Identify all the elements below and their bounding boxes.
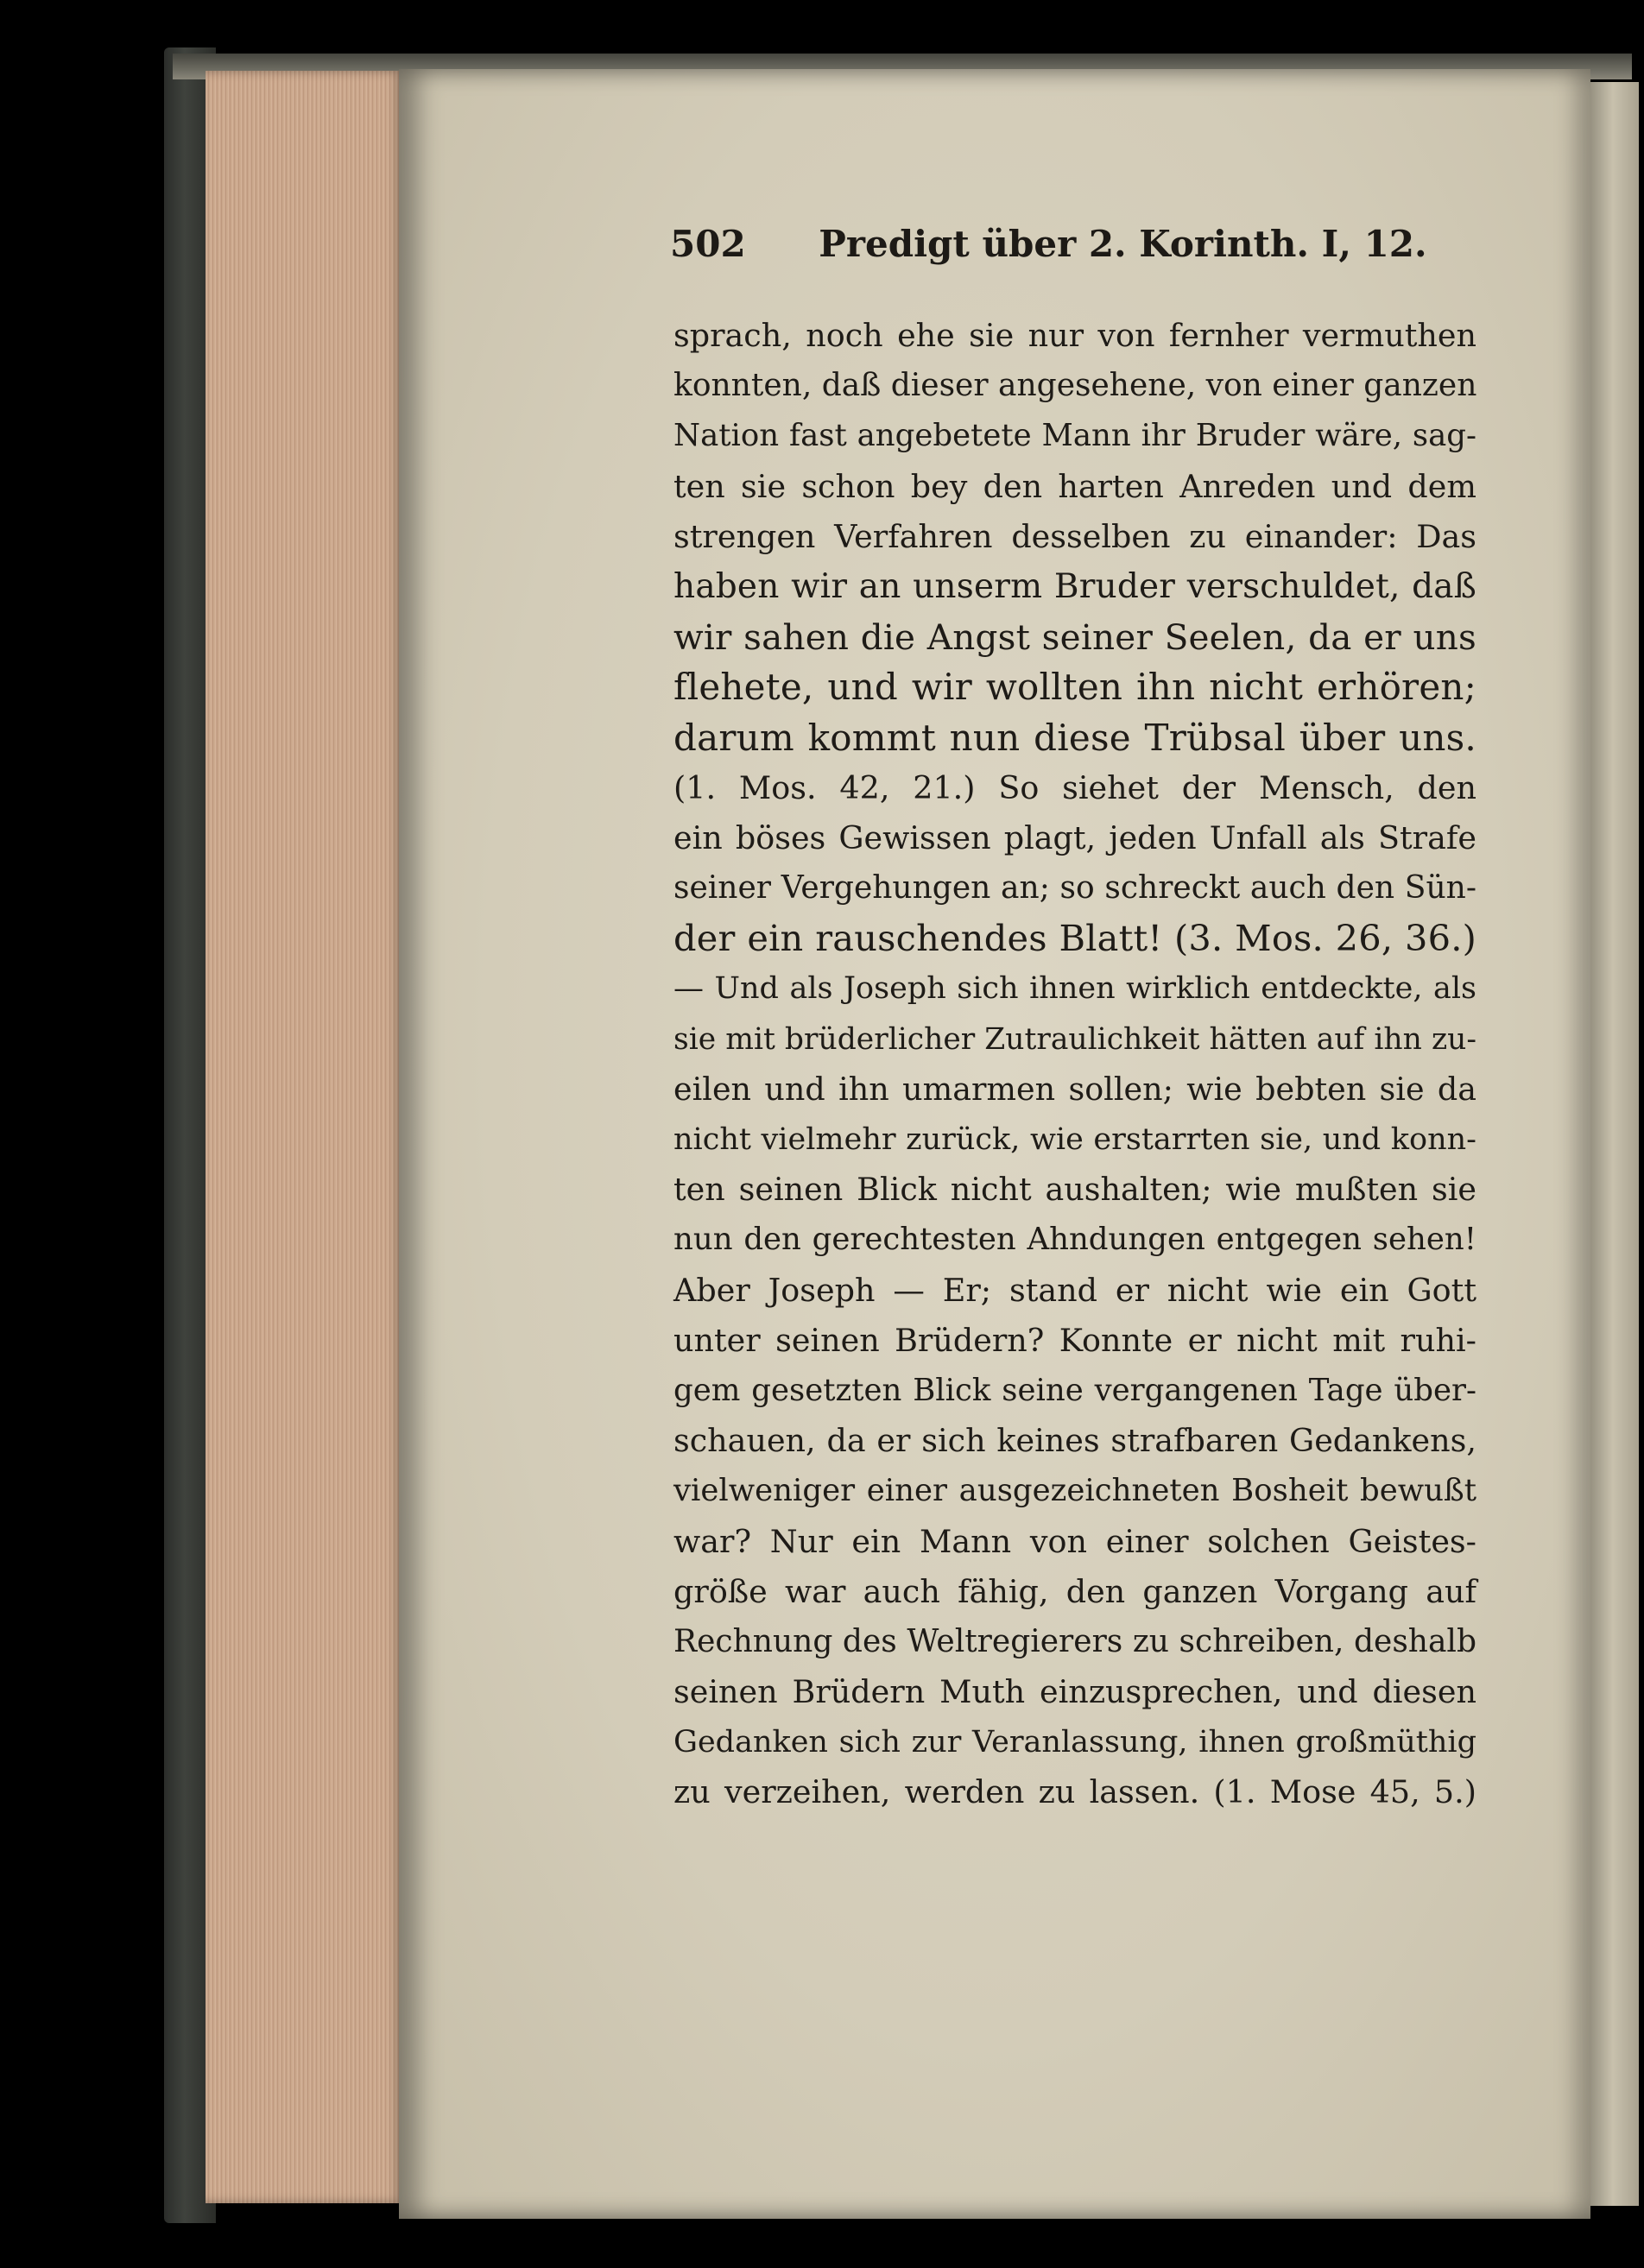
running-title: Predigt über 2. Korinth. I, 12. (819, 223, 1427, 265)
text-line: haben wir an unserm Bruder verschuldet, daß (673, 566, 1476, 606)
text-line: seinen Brüdern Muth einzusprechen, und diesen (673, 1673, 1476, 1711)
page-number: 502 (670, 223, 746, 265)
text-line: nicht vielmehr zurück, wie erstarrten sie, und konn- (673, 1122, 1476, 1157)
text-line: eilen und ihn umarmen sollen; wie bebten sie da (673, 1070, 1476, 1108)
text-line: größe war auch fähig, den ganzen Vorgang auf (673, 1572, 1476, 1610)
text-line: (1. Mos. 42, 21.) So siehet der Mensch, den (673, 768, 1476, 806)
text-line: ein böses Gewissen plagt, jeden Unfall als Strafe (673, 818, 1476, 856)
text-line: sie mit brüderlicher Zutraulichkeit hätten auf ihn zu- (673, 1021, 1476, 1057)
text-line: strengen Verfahren desselben zu einander: Das (673, 517, 1476, 555)
text-line: vielweniger einer ausgezeichneten Bosheit bewußt (673, 1473, 1476, 1509)
text-line: gem gesetzten Blick seine vergangenen Tage über- (673, 1372, 1476, 1408)
text-line: darum kommt nun diese Trübsal über uns. (673, 716, 1476, 759)
body-text (673, 311, 1476, 1818)
text-line: sprach, noch ehe sie nur von fernher vermuthen (673, 317, 1476, 354)
text-line: schauen, da er sich keines strafbaren Gedankens, (673, 1422, 1476, 1460)
text-line: zu verzeihen, werden zu lassen. (1. Mose 45, 5.) (673, 1773, 1476, 1811)
text-line: ten seinen Blick nicht aushalten; wie mußten sie (673, 1171, 1476, 1209)
text-line: flehete, und wir wollten ihn nicht erhören; (673, 666, 1476, 709)
text-line: seiner Vergehungen an; so schreckt auch den Sün- (673, 870, 1476, 907)
text-line: unter seinen Brüdern? Konnte er nicht mit ruhi- (673, 1321, 1476, 1359)
facing-page-edge (1587, 82, 1639, 2206)
page-header (670, 223, 1427, 265)
text-line: Rechnung des Weltregierers zu schreiben, deshalb (673, 1623, 1476, 1659)
text-line: Nation fast angebetete Mann ihr Bruder wäre, sag- (673, 418, 1476, 454)
text-line: Aber Joseph — Er; stand er nicht wie ein Gott (673, 1271, 1476, 1309)
text-line: nun den gerechtesten Ahndungen entgegen sehen! (673, 1222, 1476, 1258)
text-line: der ein rauschendes Blatt! (3. Mos. 26, 36.) (673, 917, 1476, 960)
page-edges (206, 71, 404, 2203)
text-line: konnten, daß dieser angesehene, von einer ganzen (673, 368, 1477, 404)
text-line: war? Nur ein Mann von einer solchen Geistes- (673, 1522, 1476, 1560)
text-line: Gedanken sich zur Veranlassung, ihnen großmüthig (673, 1725, 1476, 1760)
text-line: wir sahen die Angst seiner Seelen, da er uns (673, 616, 1476, 659)
text-line: ten sie schon bey den harten Anreden und dem (673, 467, 1476, 505)
text-line: — Und als Joseph sich ihnen wirklich entdeckte, als (673, 971, 1476, 1007)
